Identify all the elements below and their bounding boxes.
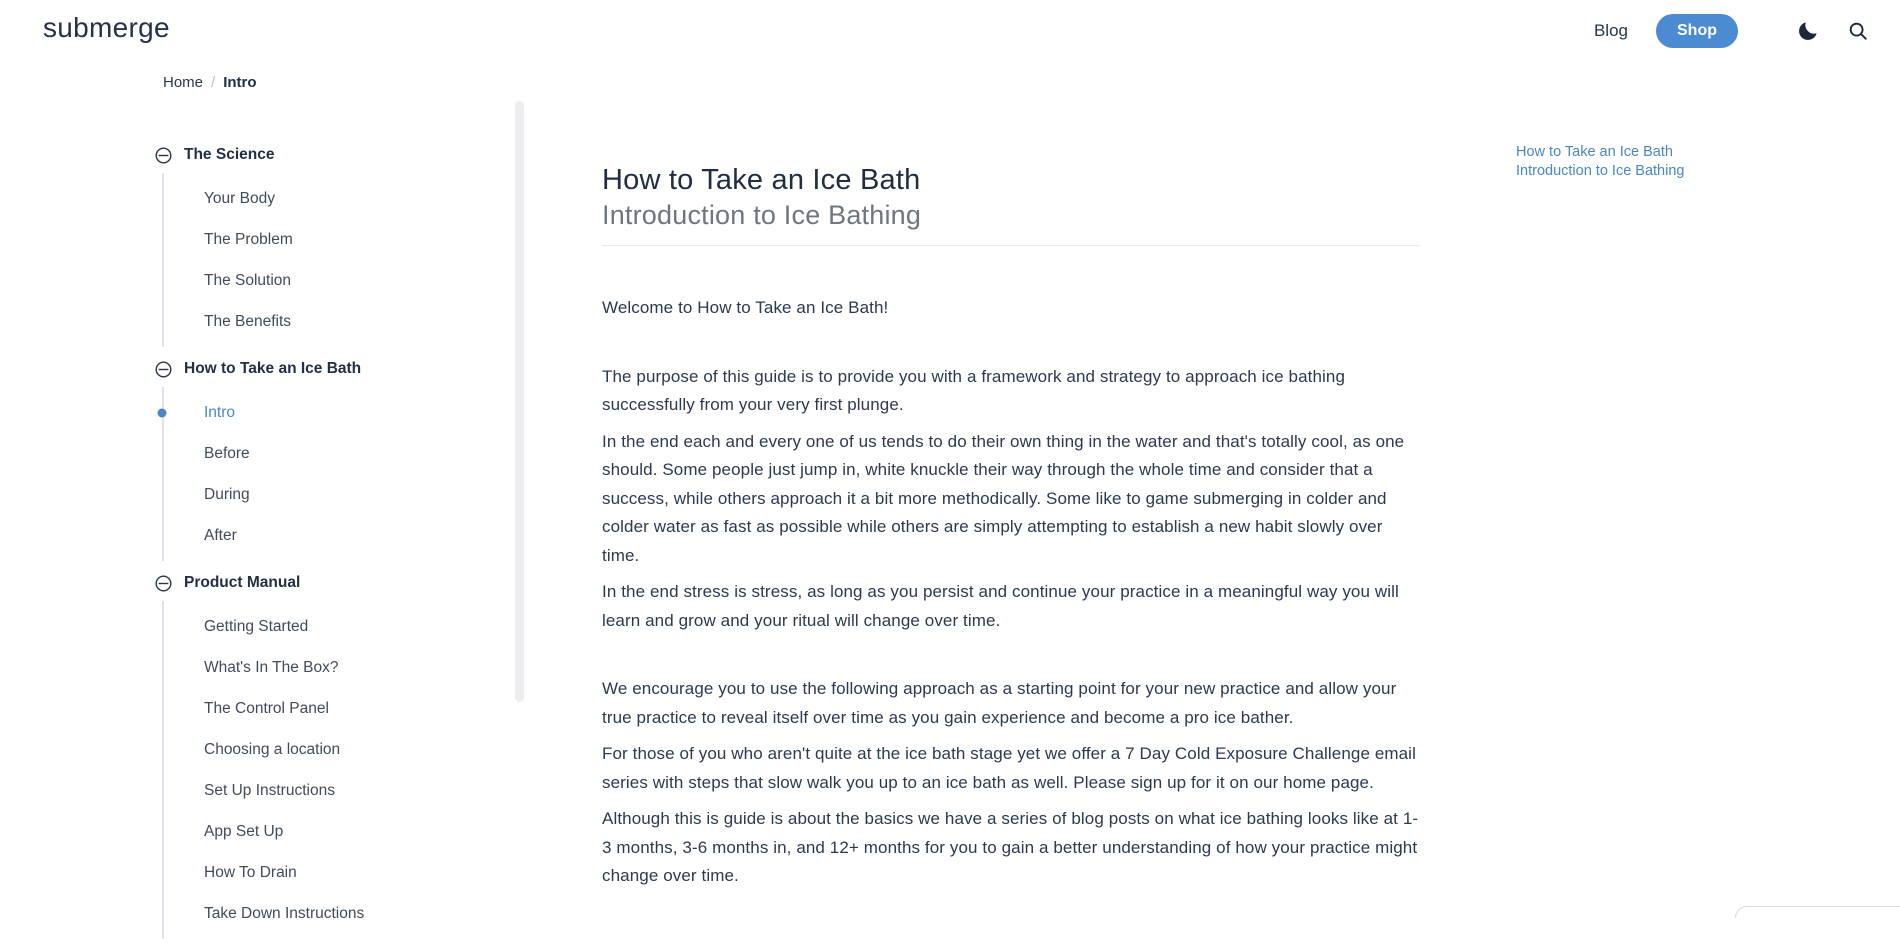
sidebar-item-label: How To Drain [204, 863, 297, 881]
shop-button[interactable]: Shop [1656, 14, 1738, 48]
article-paragraph: Welcome to How to Take an Ice Bath! [602, 298, 889, 317]
sidebar-item-set-up-instructions[interactable] [204, 770, 485, 811]
sidebar-item-how-to-drain[interactable] [204, 852, 485, 893]
article-paragraph: For those of you who aren't quite at the ice bath stage yet we offer a 7 Day Cold Exposure Challenge email series with steps that slow walk you up to an ice bath as well. Please sign up for it on our home page. [602, 744, 1416, 792]
sidebar-item-after[interactable] [204, 515, 485, 556]
sidebar-section-how-to-take-an-ice-bath [155, 356, 485, 561]
toc-link-how-to-take-an-ice-bath[interactable]: How to Take an Ice Bath [1516, 144, 1673, 160]
sidebar-section-title: How to Take an Ice Bath [184, 360, 362, 377]
table-of-contents [1516, 143, 1776, 180]
sidebar-item-label: The Benefits [204, 312, 292, 330]
sidebar-item-label: What's In The Box? [204, 658, 339, 676]
sidebar-item-the-control-panel[interactable] [204, 688, 485, 729]
sidebar-item-your-body[interactable] [204, 178, 485, 219]
article-paragraph: We encourage you to use the following approach as a starting point for your new practice and allow your true practice to reveal itself over time as you gain experience and become a pro ice bather. [602, 679, 1397, 727]
sidebar-item-during[interactable] [204, 474, 485, 515]
sidebar-item-the-benefits[interactable] [204, 301, 485, 342]
header-nav [1594, 12, 1872, 50]
sidebar-item-label: Your Body [204, 189, 275, 207]
sidebar-item-choosing-a-location[interactable] [204, 729, 485, 770]
active-item-dot [158, 408, 167, 417]
sidebar-section-items [162, 601, 485, 939]
sidebar-section-items [162, 173, 485, 347]
sidebar-item-whats-in-the-box[interactable] [204, 647, 485, 688]
article-paragraph: In the end each and every one of us tends to do their own thing in the water and that's totally cool, as one should. Some people just jump in, white knuckle their way through the whole time and consider that a success, while others approach it a bit more methodically. Some like to game submerging in colder and colder water as fast as possible while others are simply attempting to establish a new habit slowly over time. [602, 431, 1405, 565]
breadcrumb-separator: / [211, 74, 216, 91]
sidebar-item-app-set-up[interactable] [204, 811, 485, 852]
sidebar-section-header[interactable] [155, 356, 485, 382]
sidebar-item-before[interactable] [204, 433, 485, 474]
circle-minus-icon[interactable] [155, 147, 172, 164]
circle-minus-icon[interactable] [155, 575, 172, 592]
sidebar-item-take-down-instructions[interactable] [204, 893, 485, 934]
article-paragraph: In the end stress is stress, as long as you persist and continue your practice in a meaningful way you will learn and grow and your ritual will change over time. [602, 582, 1399, 630]
sidebar-item-label: Getting Started [204, 617, 309, 635]
sidebar-item-label: The Solution [204, 271, 292, 289]
sidebar-scrollbar-thumb[interactable] [515, 101, 524, 702]
breadcrumb-home-link[interactable]: Home [163, 74, 204, 91]
title-divider [602, 245, 1420, 246]
sidebar-item-the-solution[interactable] [204, 260, 485, 301]
page-title: How to Take an Ice Bath [602, 164, 921, 196]
sidebar-item-label: Take Down Instructions [204, 904, 365, 922]
sidebar-item-label: Before [204, 444, 250, 462]
sidebar-item-label: Set Up Instructions [204, 781, 335, 799]
sidebar-section-product-manual [155, 570, 485, 939]
blog-link[interactable]: Blog [1593, 21, 1628, 40]
sidebar-section-title: Product Manual [184, 574, 301, 591]
sidebar-section-header[interactable] [155, 570, 485, 596]
sidebar-item-label: App Set Up [204, 822, 284, 840]
sidebar-item-label: Choosing a location [204, 740, 341, 758]
sidebar-item-label: After [204, 526, 237, 544]
sidebar-section-the-science [155, 142, 485, 347]
breadcrumb-current: Intro [223, 74, 257, 91]
search-icon[interactable] [1844, 17, 1872, 45]
sidebar-section-items [162, 387, 485, 561]
article [602, 163, 1420, 891]
sidebar-item-label: The Control Panel [204, 699, 329, 717]
article-paragraph: The purpose of this guide is to provide you with a framework and strategy to approach ice bathing successfully from your very first plunge. [602, 366, 1346, 414]
sidebar-item-intro[interactable] [204, 392, 485, 433]
circle-minus-icon[interactable] [155, 361, 172, 378]
breadcrumb [163, 74, 257, 91]
sidebar-item-getting-started[interactable] [204, 606, 485, 647]
sidebar-item-label: During [204, 485, 250, 503]
sidebar-section-title: The Science [184, 146, 275, 163]
sidebar-section-header[interactable] [155, 142, 485, 168]
sidebar-item-label: The Problem [204, 230, 293, 248]
toc-link-introduction-to-ice-bathing[interactable]: Introduction to Ice Bathing [1516, 162, 1685, 179]
sidebar-item-the-problem[interactable] [204, 219, 485, 260]
sidebar-item-label: Intro [204, 403, 236, 421]
bottom-card[interactable] [1735, 906, 1900, 918]
moon-icon[interactable] [1794, 17, 1822, 45]
article-paragraph: Although this is guide is about the basics we have a series of blog posts on what ice bathing looks like at 1-3 months, 3-6 months in, and 12+ months for you to gain a better understanding of how your practice might change over time. [602, 809, 1419, 885]
logo[interactable]: submerge [43, 12, 170, 43]
page-subtitle: Introduction to Ice Bathing [602, 200, 922, 230]
sidebar [155, 142, 485, 948]
